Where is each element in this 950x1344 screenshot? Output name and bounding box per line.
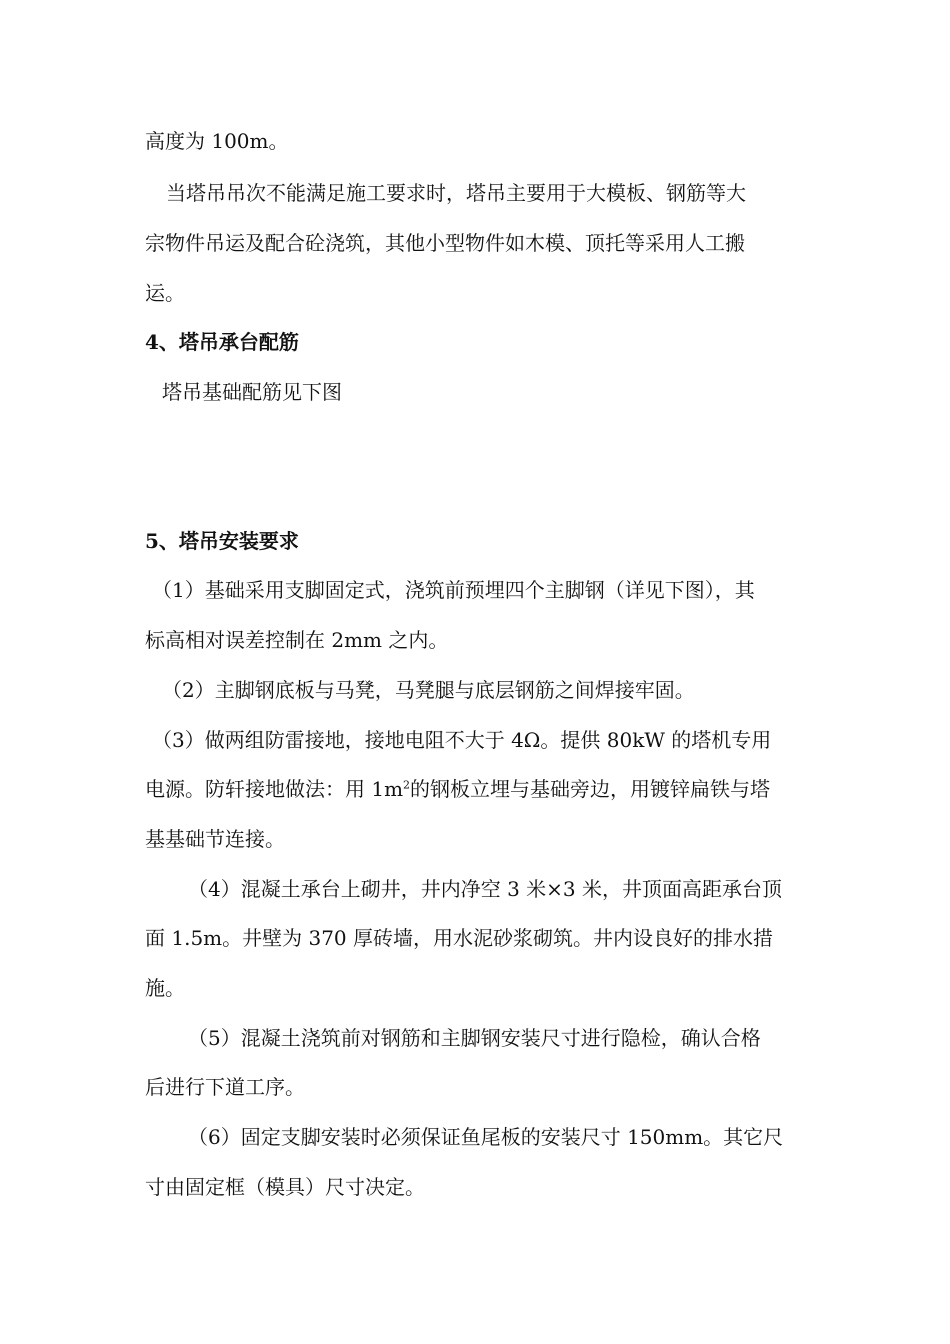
list-item-line: 寸由固定框（模具）尺寸决定。 xyxy=(145,1175,425,1199)
paragraph-line: 运。 xyxy=(145,281,185,305)
list-item-line: （4）混凝土承台上砌井，井内净空 3 米×3 米，井顶面高距承台顶 xyxy=(188,877,783,901)
list-item-line: （2）主脚钢底板与马凳，马凳腿与底层钢筋之间焊接牢固。 xyxy=(162,678,695,702)
list-item-line: 施。 xyxy=(145,976,185,1000)
list-item-line: （1）基础采用支脚固定式，浇筑前预埋四个主脚钢（详见下图），其 xyxy=(152,578,755,602)
section-heading: 4、塔吊承台配筋 xyxy=(145,330,299,354)
text-line: 高度为 100m。 xyxy=(145,129,289,153)
list-item-line: （3）做两组防雷接地，接地电阻不大于 4Ω。提供 80kW 的塔机专用 xyxy=(152,728,772,752)
list-item-line: 后进行下道工序。 xyxy=(145,1075,305,1099)
text-segment: 的钢板立埋与基础旁边，用镀锌扁铁与塔 xyxy=(410,777,771,801)
list-item-line: （6）固定支脚安装时必须保证鱼尾板的安装尺寸 150mm。其它尺 xyxy=(188,1125,784,1149)
list-item-line: 面 1.5m。井壁为 370 厚砖墙，用水泥砂浆砌筑。井内设良好的排水措 xyxy=(145,926,774,950)
text-segment: 电源。防轩接地做法：用 1m xyxy=(145,777,404,801)
paragraph-line: 塔吊基础配筋见下图 xyxy=(162,380,342,404)
list-item-line: 标高相对误差控制在 2mm 之内。 xyxy=(145,628,449,652)
list-item-line: 基基础节连接。 xyxy=(145,827,285,851)
paragraph-line: 宗物件吊运及配合砼浇筑，其他小型物件如木模、顶托等采用人工搬 xyxy=(145,231,745,255)
section-heading: 5、塔吊安装要求 xyxy=(145,529,299,553)
list-item-line xyxy=(145,776,770,802)
list-item-line: （5）混凝土浇筑前对钢筋和主脚钢安装尺寸进行隐检，确认合格 xyxy=(188,1026,761,1050)
superscript: 2 xyxy=(403,778,411,792)
paragraph-line: 当塔吊吊次不能满足施工要求时，塔吊主要用于大模板、钢筋等大 xyxy=(166,181,746,205)
